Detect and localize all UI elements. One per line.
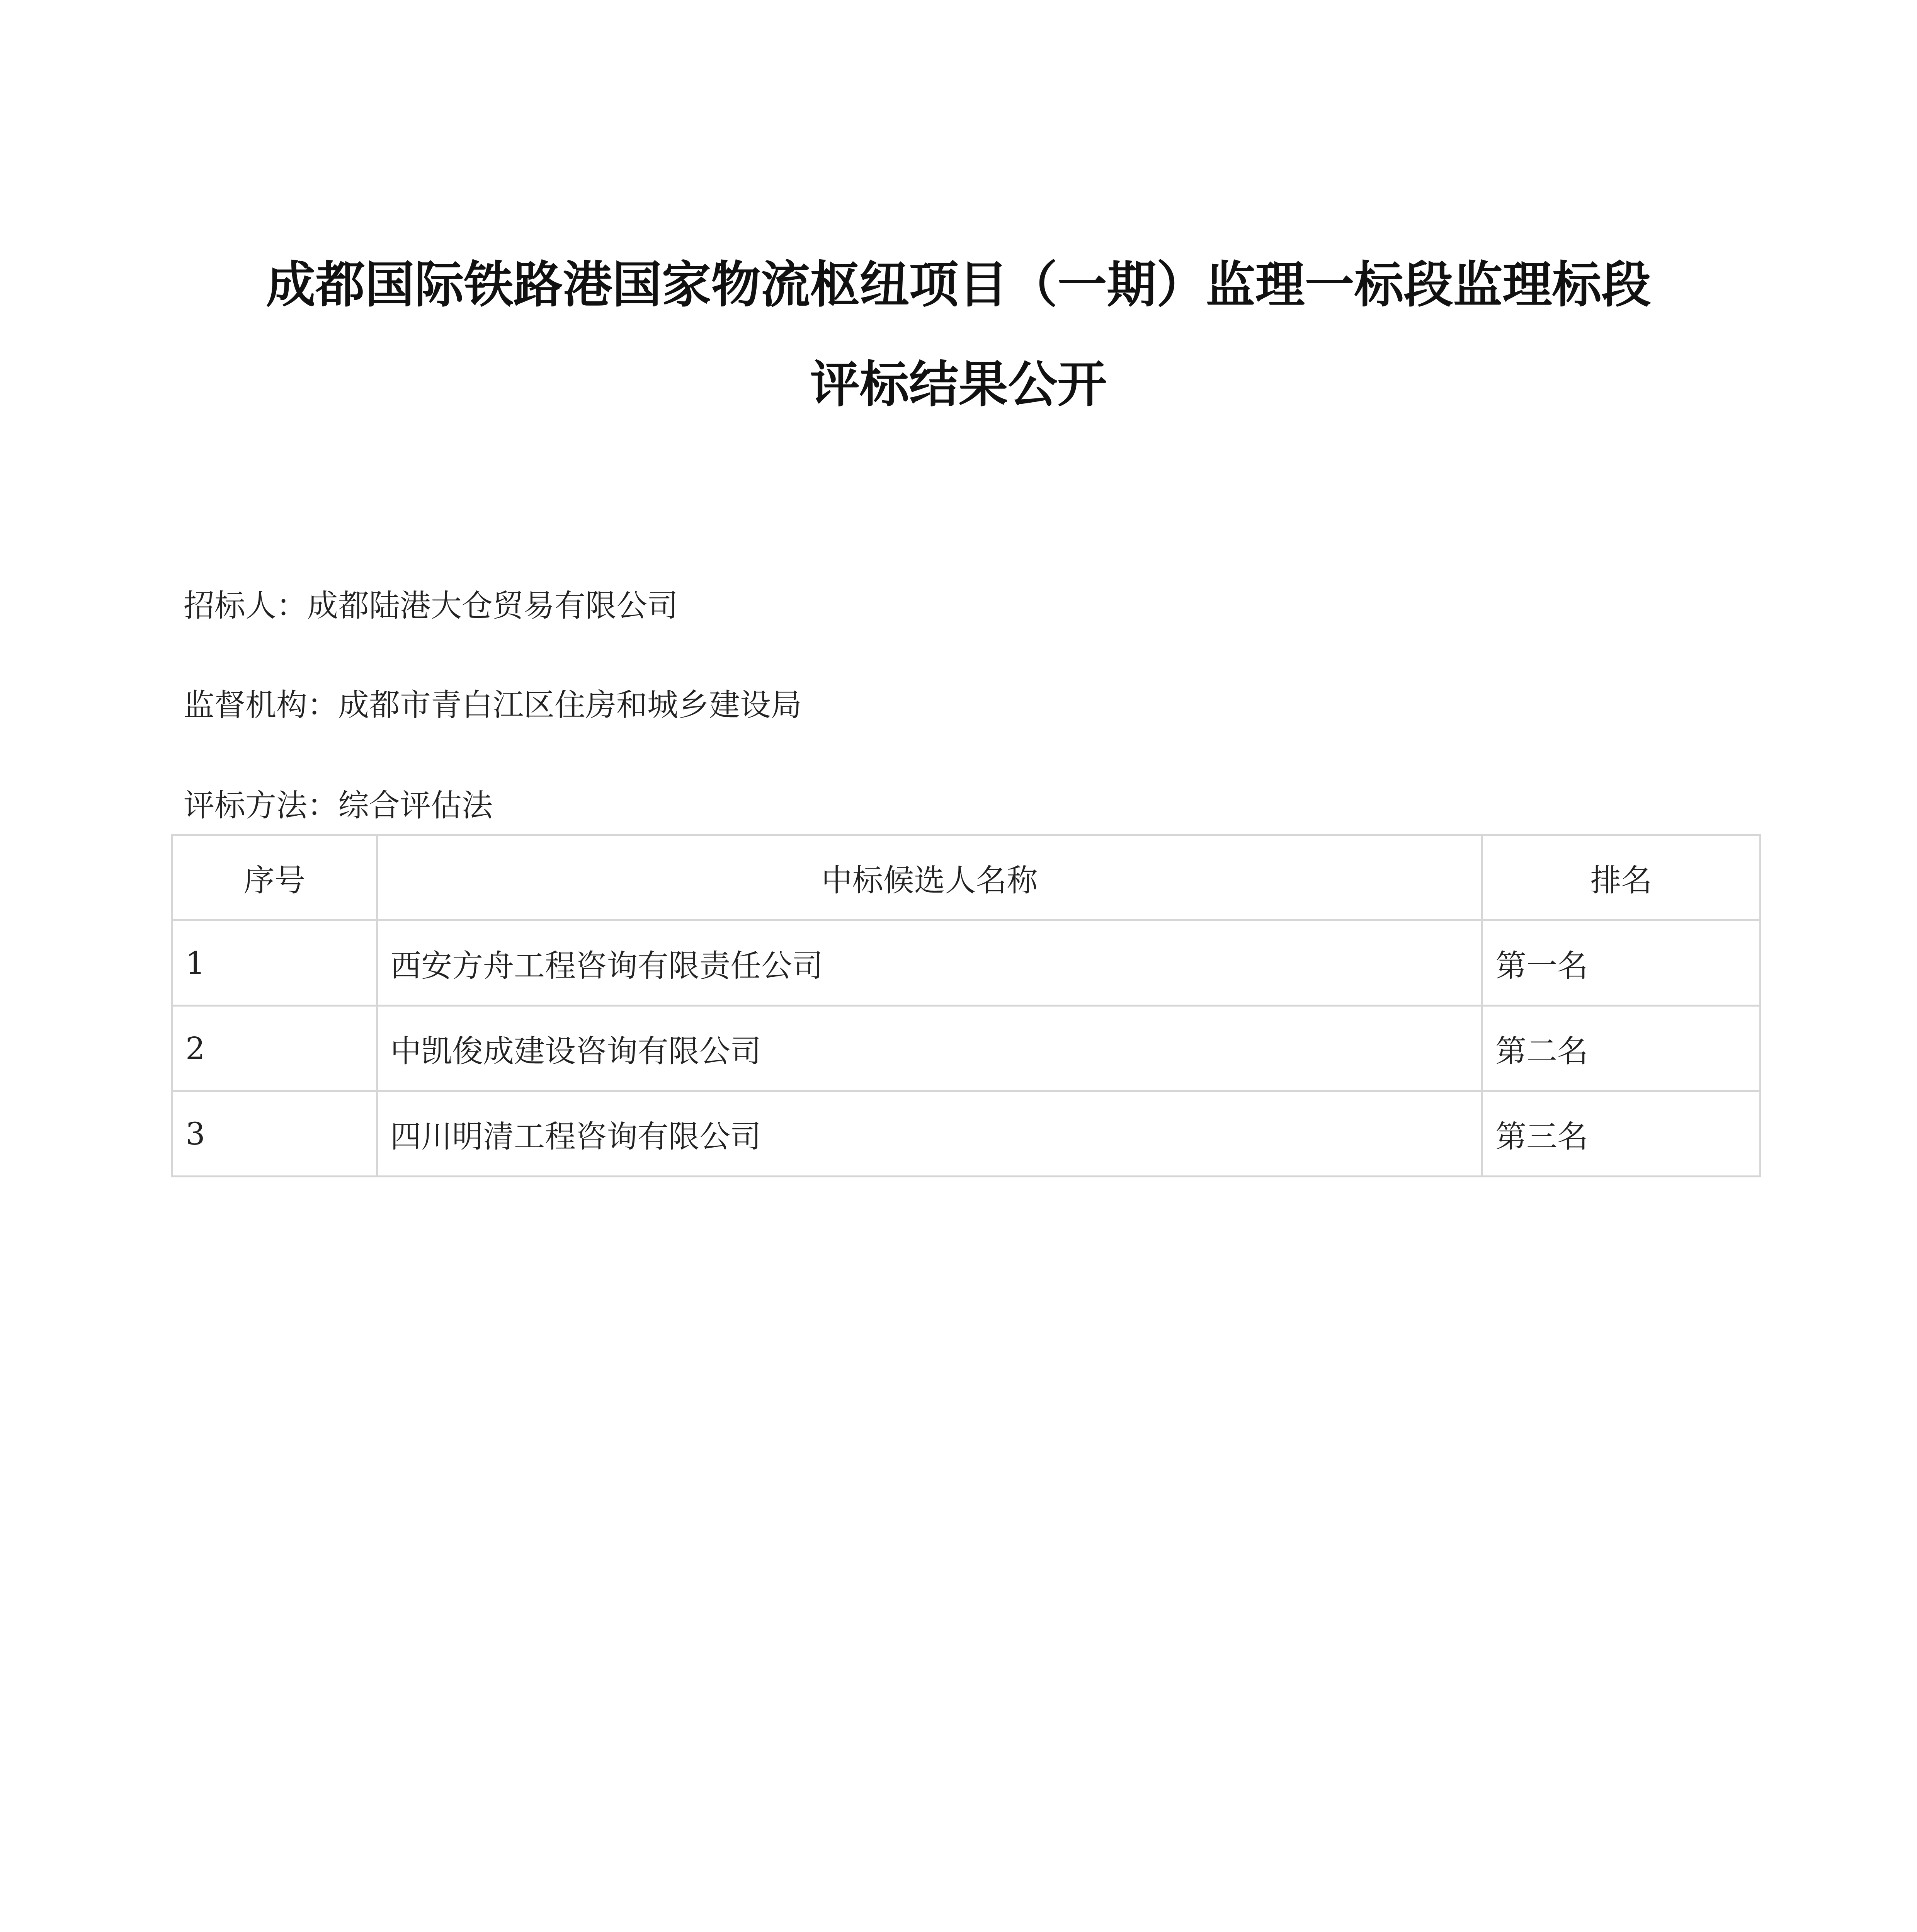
supervisor-label: 监督机构： <box>184 687 338 723</box>
tenderer-line <box>184 587 678 625</box>
supervisor-line <box>184 686 802 724</box>
table-header-row <box>172 835 1761 920</box>
header-index: 序号 <box>172 835 377 920</box>
cell-index: 2 <box>172 1006 377 1091</box>
cell-candidate-name: 西安方舟工程咨询有限责任公司 <box>377 920 1482 1006</box>
cell-candidate-name: 中凯俊成建设咨询有限公司 <box>377 1006 1482 1091</box>
cell-index: 3 <box>172 1091 377 1177</box>
cell-rank: 第三名 <box>1482 1091 1761 1177</box>
table-row <box>172 1006 1761 1091</box>
table-row <box>172 920 1761 1006</box>
result-table <box>171 834 1761 1177</box>
cell-candidate-name: 四川明清工程咨询有限公司 <box>377 1091 1482 1177</box>
cell-index: 1 <box>172 920 377 1006</box>
evaluation-method-value: 综合评估法 <box>338 787 493 823</box>
evaluation-method-line <box>184 786 493 825</box>
cell-rank: 第二名 <box>1482 1006 1761 1091</box>
cell-rank: 第一名 <box>1482 920 1761 1006</box>
document-title: 成都国际铁路港国家物流枢纽项目（一期）监理一标段监理标段 <box>266 256 1651 314</box>
header-candidate-name: 中标候选人名称 <box>377 835 1482 920</box>
table-row <box>172 1091 1761 1177</box>
document-subtitle: 评标结果公开 <box>810 356 1107 413</box>
evaluation-method-label: 评标方法： <box>184 787 338 823</box>
tenderer-label: 招标人： <box>184 588 307 624</box>
header-rank: 排名 <box>1482 835 1761 920</box>
supervisor-value: 成都市青白江区住房和城乡建设局 <box>338 687 802 723</box>
tenderer-value: 成都陆港大仓贸易有限公司 <box>307 588 678 624</box>
